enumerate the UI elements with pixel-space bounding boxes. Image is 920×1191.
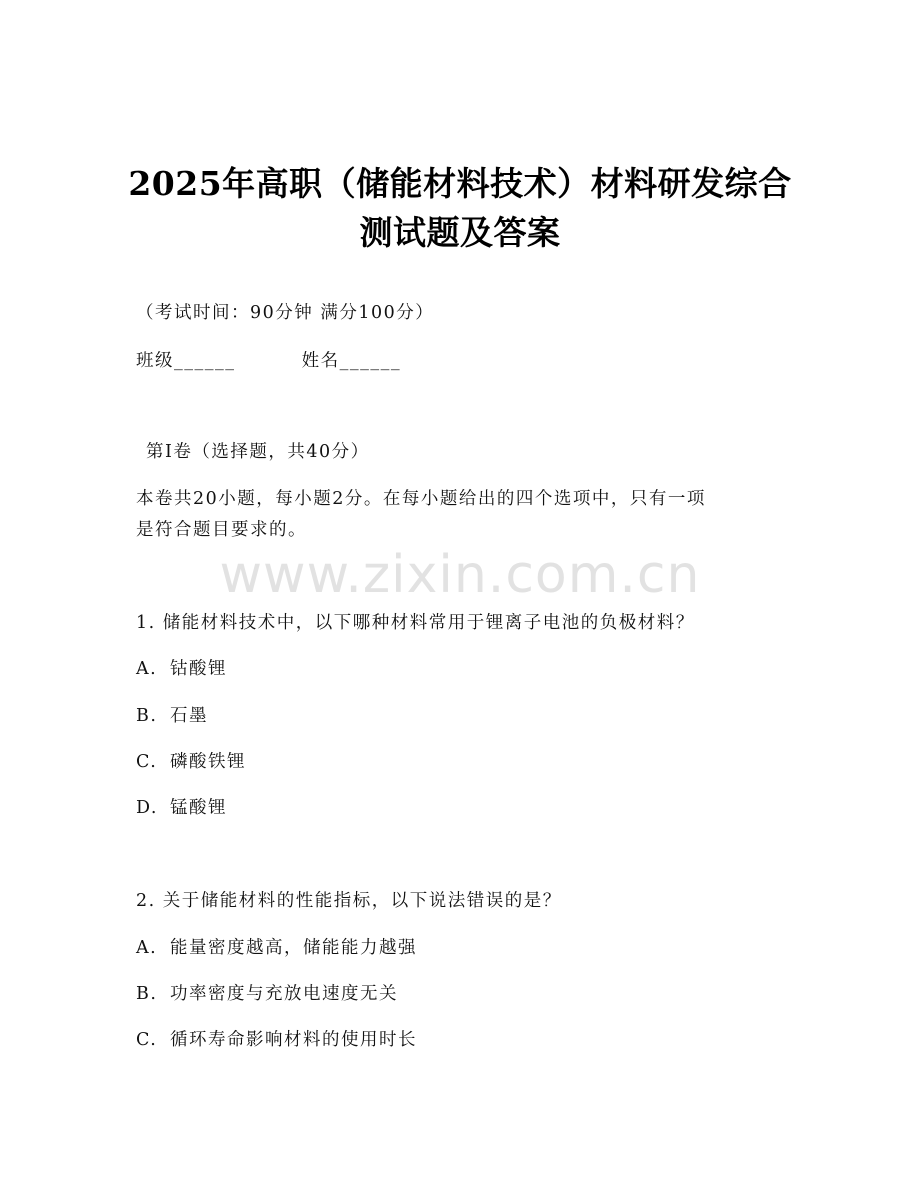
- question-2-option-b: [136, 986, 398, 1004]
- document-title-line-1: 2025年高职（储能材料技术）材料研发综合: [128, 164, 792, 203]
- option-text: 石墨: [170, 706, 208, 726]
- option-text: 能量密度越高，储能能力越强: [170, 938, 417, 958]
- option-label: B.: [136, 984, 158, 1004]
- section-instructions-line-2: 是符合题目要求的。: [136, 520, 307, 540]
- question-2-option-a: [136, 940, 417, 958]
- class-field-label: 班级______: [136, 351, 236, 371]
- student-info-row: [136, 353, 401, 371]
- option-text: 锰酸锂: [170, 798, 227, 818]
- question-2-stem: 2. 关于储能材料的性能指标，以下说法错误的是？: [136, 891, 562, 911]
- question-1-option-a: [136, 661, 227, 679]
- question-1-option-d: [136, 800, 227, 818]
- name-field-label: 姓名______: [301, 351, 402, 371]
- option-label: C.: [136, 752, 158, 772]
- option-label: C.: [136, 1030, 158, 1050]
- watermark: www.zixin.com.cn: [219, 545, 701, 605]
- section-instructions-line-1: 本卷共20小题，每小题2分。在每小题给出的四个选项中，只有一项: [136, 489, 706, 509]
- question-1-stem: 1. 储能材料技术中，以下哪种材料常用于锂离子电池的负极材料？: [136, 613, 695, 633]
- exam-time-info: （考试时间：90分钟 满分100分）: [136, 303, 435, 323]
- question-1-option-c: [136, 754, 246, 772]
- option-text: 钴酸锂: [170, 659, 227, 679]
- option-label: D.: [136, 798, 158, 818]
- option-label: A.: [136, 659, 158, 679]
- question-1-option-b: [136, 708, 208, 726]
- document-title-line-2: 测试题及答案: [359, 213, 561, 252]
- section-heading: 第Ⅰ卷（选择题，共40分）: [146, 442, 370, 462]
- option-text: 磷酸铁锂: [170, 752, 246, 772]
- option-text: 功率密度与充放电速度无关: [170, 984, 398, 1004]
- question-2-option-c: [136, 1032, 417, 1050]
- option-label: A.: [136, 938, 158, 958]
- option-text: 循环寿命影响材料的使用时长: [170, 1030, 417, 1050]
- option-label: B.: [136, 706, 158, 726]
